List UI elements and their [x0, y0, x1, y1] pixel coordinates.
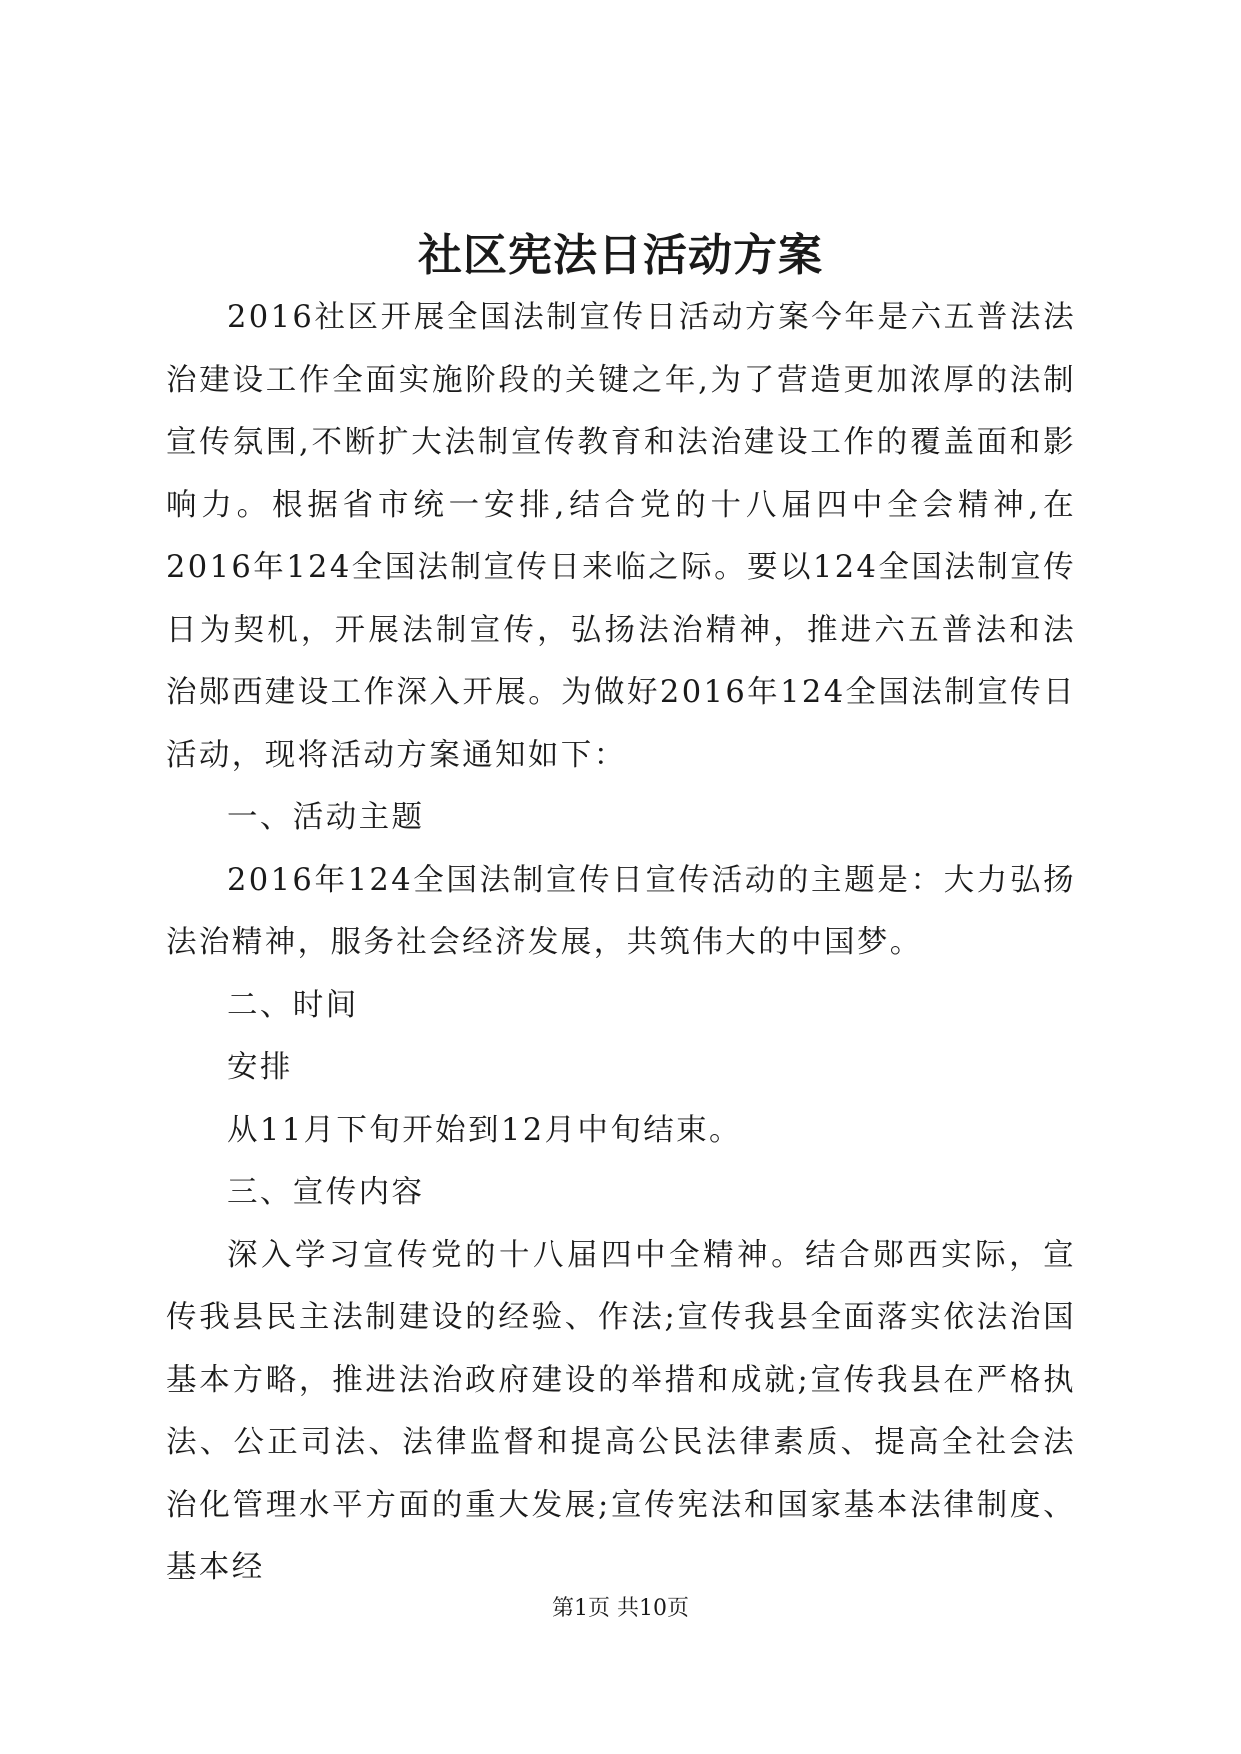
document-body — [166, 287, 1076, 1600]
document-title: 社区宪法日活动方案 — [418, 230, 823, 281]
heading-activity-theme: 一、活动主题 — [227, 800, 425, 835]
paragraph-arrangement: 安排 — [227, 1050, 293, 1085]
heading-time: 二、时间 — [227, 987, 359, 1023]
paragraph-intro: 2016社区开展全国法制宣传日活动方案今年是六五普法法治建设工作全面实施阶段的关键之年,为了营造更加浓厚的法制宣传氛围,不断扩大法制宣传教育和法治建设工作的覆盖面和影响力。根据省市统一安排,结合党的十八届四中全会精神,在2016年124全国法制宣传日来临之际。要以124全国法制宣传日为契机，开展法制宣传，弘扬法治精神，推进六五普法和法治郧西建设工作深入开展。为做好2016年124全国法制宣传日活动，现将活动方案通知如下： — [166, 300, 1076, 773]
paragraph-theme: 2016年124全国法制宣传日宣传活动的主题是：大力弘扬法治精神，服务社会经济发展，共筑伟大的中国梦。 — [166, 862, 1076, 960]
paragraph-schedule: 从11月下旬开始到12月中旬结束。 — [227, 1112, 742, 1148]
paragraph-content: 深入学习宣传党的十八届四中全精神。结合郧西实际，宣传我县民主法制建设的经验、作法;宣传我县全面落实依法治国基本方略，推进法治政府建设的举措和成就;宣传我县在严格执法、公正司法、法律监督和提高公民法律素质、提高全社会法治化管理水平方面的重大发展;宣传宪法和国家基本法律制度、基本经 — [166, 1237, 1076, 1585]
heading-content: 三、宣传内容 — [227, 1175, 425, 1210]
page-number-footer: 第1页 共10页 — [552, 1596, 689, 1621]
